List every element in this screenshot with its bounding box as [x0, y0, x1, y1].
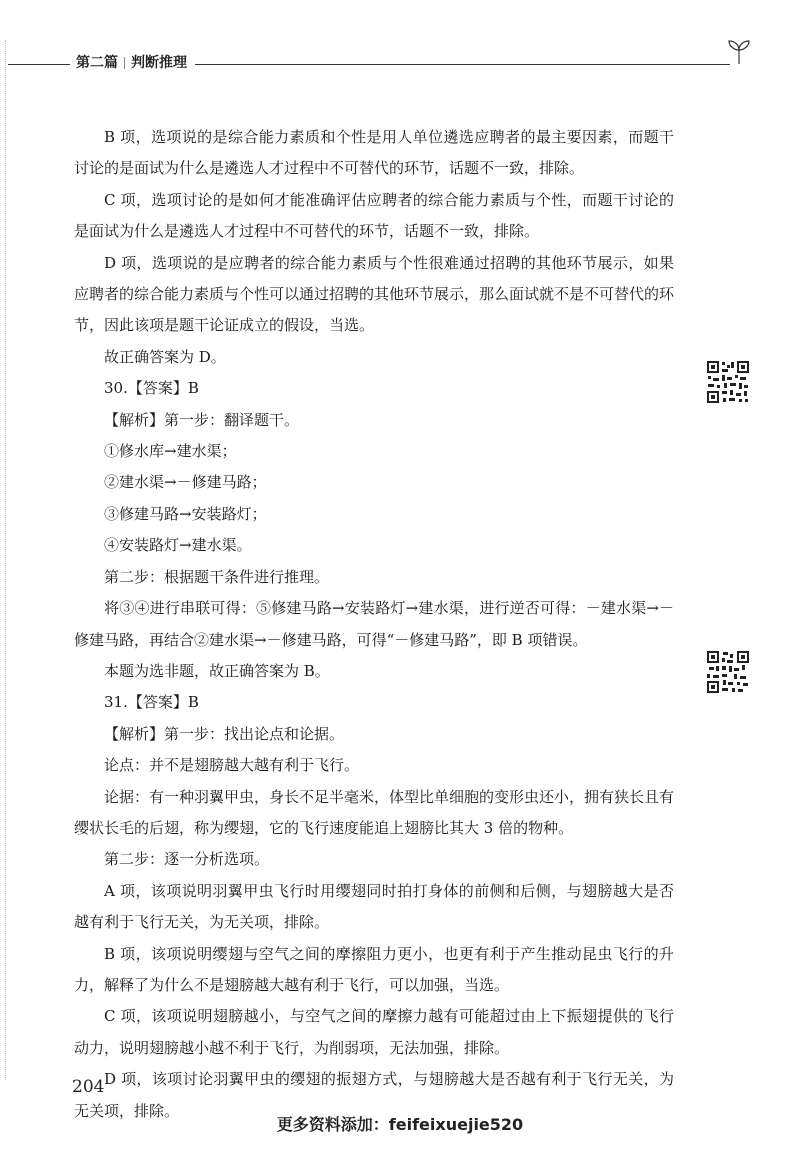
paragraph-option-c-1: C 项，选项讨论的是如何才能准确评估应聘者的综合能力素质与个性，而题干讨论的是面试为什么是遴选人才过程中不可替代的环节，话题不一致，排除。 [74, 190, 674, 241]
page-content [74, 122, 674, 1127]
paragraph-option-c-2: C 项，该项说明翅膀越小，与空气之间的摩擦力越有可能超过由上下振翅提供的飞行动力，说明翅膀越小越不利于飞行，为削弱项，无法加强，排除。 [74, 1007, 674, 1057]
running-header [70, 52, 195, 72]
paragraph-option-d-2: D 项，该项讨论羽翼甲虫的缨翅的振翅方式，与翅膀越大是否越有利于飞行无关，为无关项，排除。 [74, 1070, 674, 1120]
qr-code-icon [706, 650, 750, 694]
paragraph-answer-29: 故正确答案为 D。 [104, 347, 226, 366]
page-number: 204 [72, 1077, 105, 1097]
paragraph-option-a-2: A 项，该项说明羽翼甲虫飞行时用缨翅同时拍打身体的前侧和后侧，与翅膀越大是否越有利于飞行无关，为无关项，排除。 [74, 881, 674, 932]
paragraph-option-b-1: B 项，选项说的是综合能力素质和个性是用人单位遴选应聘者的最主要因素，而题干讨论的是面试为什么是遴选人才过程中不可替代的环节，话题不一致，排除。 [74, 128, 674, 178]
binding-dots [5, 40, 6, 1080]
header-divider [124, 57, 125, 69]
condition-3: ③修建马路→安装路灯； [104, 504, 267, 523]
heading-answer-31: 31.【答案】B [104, 693, 199, 712]
qr-code-icon [706, 360, 750, 404]
analysis-30-step2: 第二步：根据题干条件进行推理。 [104, 567, 330, 586]
condition-2: ②建水渠→－修建马路； [104, 473, 267, 492]
argument-evidence: 论据：有一种羽翼甲虫，身长不足半毫米，体型比单细胞的变形虫还小，拥有狭长且有缨状长毛的后翅，称为缨翅，它的飞行速度能追上翅膀比其大 3 倍的物种。 [74, 787, 675, 837]
condition-4: ④安装路灯→建水渠。 [104, 536, 252, 555]
footer-note: 更多资料添加：feifeixuejie520 [276, 1115, 524, 1134]
header-title: 判断推理 [131, 55, 187, 71]
heading-answer-30: 30.【答案】B [104, 379, 199, 398]
analysis-31-step1: 【解析】第一步：找出论点和论据。 [104, 724, 345, 743]
header-part: 第二篇 [76, 55, 118, 71]
analysis-31-step2: 第二步：逐一分析选项。 [104, 850, 270, 869]
condition-1: ①修水库→建水渠； [104, 442, 237, 461]
conclusion-30: 本题为选非题，故正确答案为 B。 [104, 661, 330, 680]
paragraph-option-d-1: D 项，选项说的是应聘者的综合能力素质与个性很难通过招聘的其他环节展示，如果应聘者的综合能力素质与个性可以通过招聘的其他环节展示，那么面试就不是不可替代的环节，因此该项是题干论证成立的假设，当选。 [74, 253, 675, 335]
paragraph-option-b-2: B 项，该项说明缨翅与空气之间的摩擦阻力更小，也更有利于产生推动昆虫飞行的升力，解释了为什么不是翅膀越大越有利于飞行，可以加强，当选。 [74, 944, 674, 994]
leaf-ornament-icon [726, 36, 752, 66]
reasoning-30: 将③④进行串联可得：⑤修建马路→安装路灯→建水渠，进行逆否可得：－建水渠→－修建马路，再结合②建水渠→－修建马路，可得“－修建马路”，即 B 项错误。 [74, 599, 674, 649]
analysis-30-step1: 【解析】第一步：翻译题干。 [104, 410, 300, 429]
argument-point: 论点：并不是翅膀越大越有利于飞行。 [104, 756, 360, 775]
